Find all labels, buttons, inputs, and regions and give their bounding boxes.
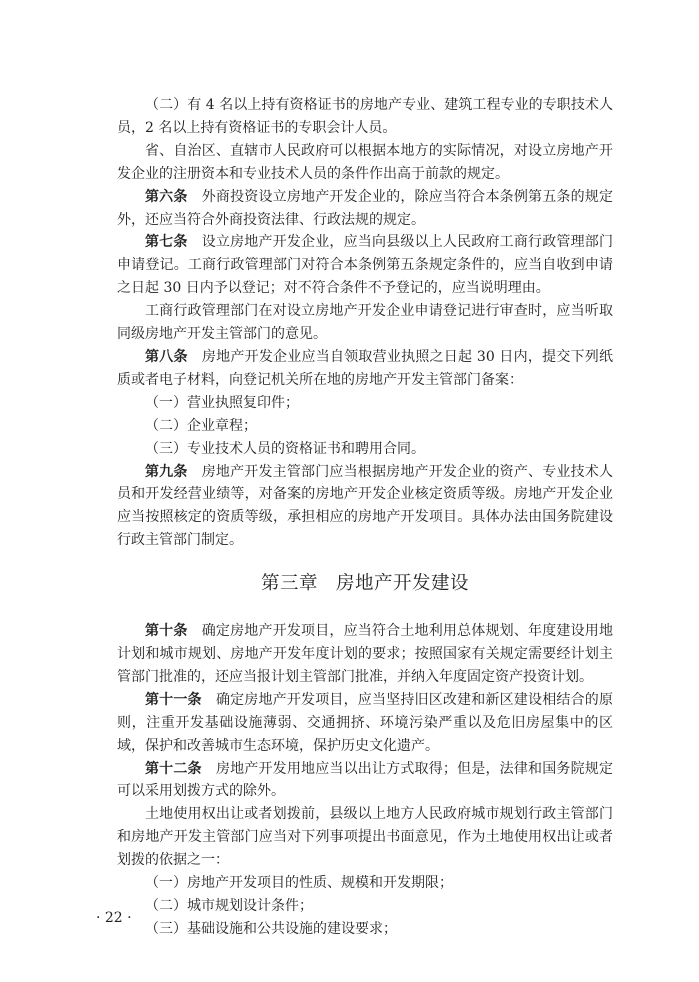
paragraph-text: （二）城市规划设计条件；	[145, 898, 313, 914]
paragraph	[117, 300, 613, 346]
page-number: · 22 ·	[96, 910, 132, 926]
paragraph	[117, 895, 613, 918]
paragraph-text: 工商行政管理部门在对设立房地产开发企业申请登记进行审查时，应当听取同级房地产开发主管部门的意见。	[117, 303, 613, 343]
paragraph	[117, 620, 613, 689]
article-number: 第六条	[145, 188, 188, 205]
paragraph-text: （一）营业执照复印件；	[145, 394, 299, 411]
paragraph-text: 土地使用权出让或者划拨前，县级以上地方人民政府城市规划行政主管部门和房地产开发主管部门应当对下列事项提出书面意见，作为土地使用权出让或者划拨的依据之一：	[117, 806, 613, 869]
paragraph	[117, 461, 613, 553]
paragraph	[117, 392, 613, 415]
article-number: 第八条	[145, 348, 188, 365]
paragraph-text: （二）有 4 名以上持有资格证书的房地产专业、建筑工程专业的专职技术人员，2 名以上持有资格证书的专职会计人员。	[117, 97, 613, 136]
paragraph	[117, 186, 613, 232]
paragraph	[117, 803, 613, 872]
article-number: 第十二条	[145, 760, 202, 777]
paragraph	[117, 231, 613, 300]
paragraph	[117, 758, 613, 804]
article-number: 第九条	[145, 463, 188, 480]
paragraph-text: （一）房地产开发项目的性质、规模和开发期限；	[145, 875, 453, 892]
paragraph	[117, 346, 613, 392]
chapter-title: 房地产开发建设	[336, 573, 470, 595]
paragraph	[117, 872, 613, 895]
article-number: 第七条	[145, 234, 188, 251]
paragraph	[117, 689, 613, 758]
article-number: 第十条	[145, 623, 188, 640]
paragraph	[117, 140, 613, 186]
paragraph	[117, 918, 613, 941]
chapter-heading	[117, 572, 613, 596]
paragraph-text: 房地产开发企业应当自领取营业执照之日起 30 日内，提交下列纸质或者电子材料，向登记机关所在地的房地产开发主管部门备案：	[117, 348, 613, 388]
chapter-number: 第三章	[260, 573, 318, 595]
paragraph-text: 房地产开发用地应当以出让方式取得；但是，法律和国务院规定可以采用划拨方式的除外。	[117, 760, 613, 800]
section-before	[117, 94, 613, 552]
paragraph-text: （三）基础设施和公共设施的建设要求；	[145, 920, 397, 937]
paragraph-text: 房地产开发主管部门应当根据房地产开发企业的资产、专业技术人员和开发经营业绩等，对备案的房地产开发企业核定资质等级。房地产开发企业应当按照核定的资质等级，承担相应的房地产开发项目。具体办法由国务院建设行政主管部门制定。	[117, 463, 613, 549]
paragraph-text: （二）企业章程；	[145, 417, 257, 434]
document-body	[117, 94, 613, 941]
paragraph	[117, 415, 613, 438]
paragraph-text: 外商投资设立房地产开发企业的，除应当符合本条例第五条的规定外，还应当符合外商投资法律、行政法规的规定。	[117, 188, 613, 228]
article-number: 第十一条	[145, 691, 202, 708]
paragraph-text: （三）专业技术人员的资格证书和聘用合同。	[145, 440, 425, 457]
paragraph-text: 确定房地产开发项目，应当符合土地利用总体规划、年度建设用地计划和城市规划、房地产开发年度计划的要求；按照国家有关规定需要经计划主管部门批准的，还应当报计划主管部门批准，并纳入年度固定资产投资计划。	[117, 623, 613, 685]
section-after	[117, 620, 613, 941]
paragraph	[117, 438, 613, 461]
paragraph-text: 省、自治区、直辖市人民政府可以根据本地方的实际情况，对设立房地产开发企业的注册资本和专业技术人员的条件作出高于前款的规定。	[117, 142, 613, 182]
paragraph-text: 设立房地产开发企业，应当向县级以上人民政府工商行政管理部门申请登记。工商行政管理部门对符合本条例第五条规定条件的，应当自收到申请之日起 30 日内予以登记；对不符合条件不予登记的，应当说明理由。	[117, 234, 613, 297]
paragraph	[117, 94, 613, 140]
paragraph-text: 确定房地产开发项目，应当坚持旧区改建和新区建设相结合的原则，注重开发基础设施薄弱、交通拥挤、环境污染严重以及危旧房屋集中的区域，保护和改善城市生态环境，保护历史文化遗产。	[117, 691, 613, 754]
